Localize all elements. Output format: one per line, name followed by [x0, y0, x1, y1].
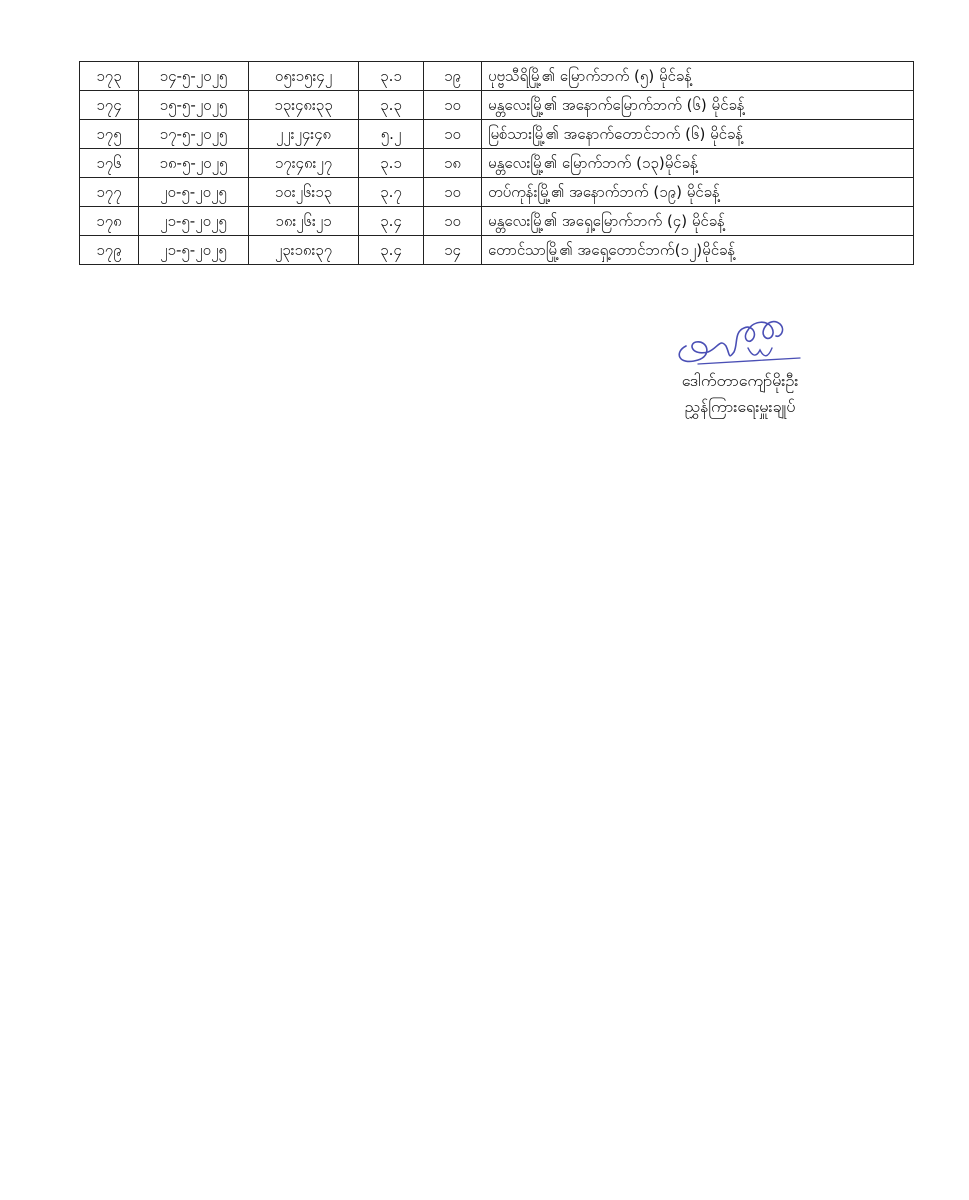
cell-magnitude: ၃.၄ [359, 207, 424, 236]
cell-location: မန္တလေးမြို့၏ မြောက်ဘက် (၁၃)မိုင်ခန့် [482, 149, 914, 178]
cell-depth: ၁၉ [424, 62, 482, 91]
signature-block [640, 308, 840, 420]
cell-date: ၂၁-၅-၂၀၂၅ [139, 207, 249, 236]
earthquake-table [79, 61, 914, 265]
cell-location: တပ်ကုန်းမြို့၏ အနောက်ဘက် (၁၉) မိုင်ခန့် [482, 178, 914, 207]
cell-location: ပုဗ္ဗသီရိမြို့၏ မြောက်ဘက် (၅) မိုင်ခန့် [482, 62, 914, 91]
signatory-name: ဒေါက်တာကျော်မိုးဦး [681, 371, 799, 390]
cell-location: တောင်သာမြို့၏ အရှေ့တောင်ဘက်(၁၂)မိုင်ခန့် [482, 236, 914, 265]
cell-time: ၀၅း၁၅း၄၂ [249, 62, 359, 91]
cell-date: ၁၇-၅-၂၀၂၅ [139, 120, 249, 149]
cell-magnitude: ၃.၁ [359, 62, 424, 91]
cell-depth: ၁၀ [424, 120, 482, 149]
cell-time: ၁၈း၂၆း၂၁ [249, 207, 359, 236]
cell-magnitude: ၃.၃ [359, 91, 424, 120]
earthquake-table-body [80, 62, 914, 265]
cell-time: ၁၃း၄၈း၃၃ [249, 91, 359, 120]
table-row [80, 236, 914, 265]
cell-number: ၁၇၄ [80, 91, 139, 120]
table-row [80, 178, 914, 207]
cell-magnitude: ၃.၇ [359, 178, 424, 207]
table-row [80, 62, 914, 91]
table-row [80, 207, 914, 236]
cell-time: ၂၂း၂၄း၄၈ [249, 120, 359, 149]
cell-depth: ၁၄ [424, 236, 482, 265]
signatory-title: ညွှန်ကြားရေးမှူးချုပ် [684, 397, 796, 416]
cell-magnitude: ၃.၁ [359, 149, 424, 178]
cell-depth: ၁၀ [424, 178, 482, 207]
cell-date: ၁၈-၅-၂၀၂၅ [139, 149, 249, 178]
cell-date: ၁၅-၅-၂၀၂၅ [139, 91, 249, 120]
table-row [80, 120, 914, 149]
earthquake-table-container [79, 61, 914, 265]
cell-number: ၁၇၆ [80, 149, 139, 178]
table-row [80, 149, 914, 178]
cell-time: ၁၇း၄၈း၂၇ [249, 149, 359, 178]
cell-depth: ၁၈ [424, 149, 482, 178]
cell-magnitude: ၃.၄ [359, 236, 424, 265]
cell-location: မန္တလေးမြို့၏ အရှေ့မြောက်ဘက် (၄) မိုင်ခန့် [482, 207, 914, 236]
cell-number: ၁၇၃ [80, 62, 139, 91]
cell-magnitude: ၅.၂ [359, 120, 424, 149]
cell-time: ၁၀း၂၆း၁၃ [249, 178, 359, 207]
table-row [80, 91, 914, 120]
cell-location: မြစ်သားမြို့၏ အနောက်တောင်ဘက် (၆) မိုင်ခန့် [482, 120, 914, 149]
cell-number: ၁၇၇ [80, 178, 139, 207]
cell-depth: ၁၀ [424, 91, 482, 120]
cell-date: ၂၁-၅-၂၀၂၅ [139, 236, 249, 265]
signature-image [668, 308, 803, 368]
cell-number: ၁၇၅ [80, 120, 139, 149]
cell-number: ၁၇၉ [80, 236, 139, 265]
cell-depth: ၁၀ [424, 207, 482, 236]
cell-location: မန္တလေးမြို့၏ အနောက်မြောက်ဘက် (၆) မိုင်ခန့် [482, 91, 914, 120]
cell-date: ၁၄-၅-၂၀၂၅ [139, 62, 249, 91]
cell-number: ၁၇၈ [80, 207, 139, 236]
cell-date: ၂၀-၅-၂၀၂၅ [139, 178, 249, 207]
cell-time: ၂၃း၁၈း၃၇ [249, 236, 359, 265]
